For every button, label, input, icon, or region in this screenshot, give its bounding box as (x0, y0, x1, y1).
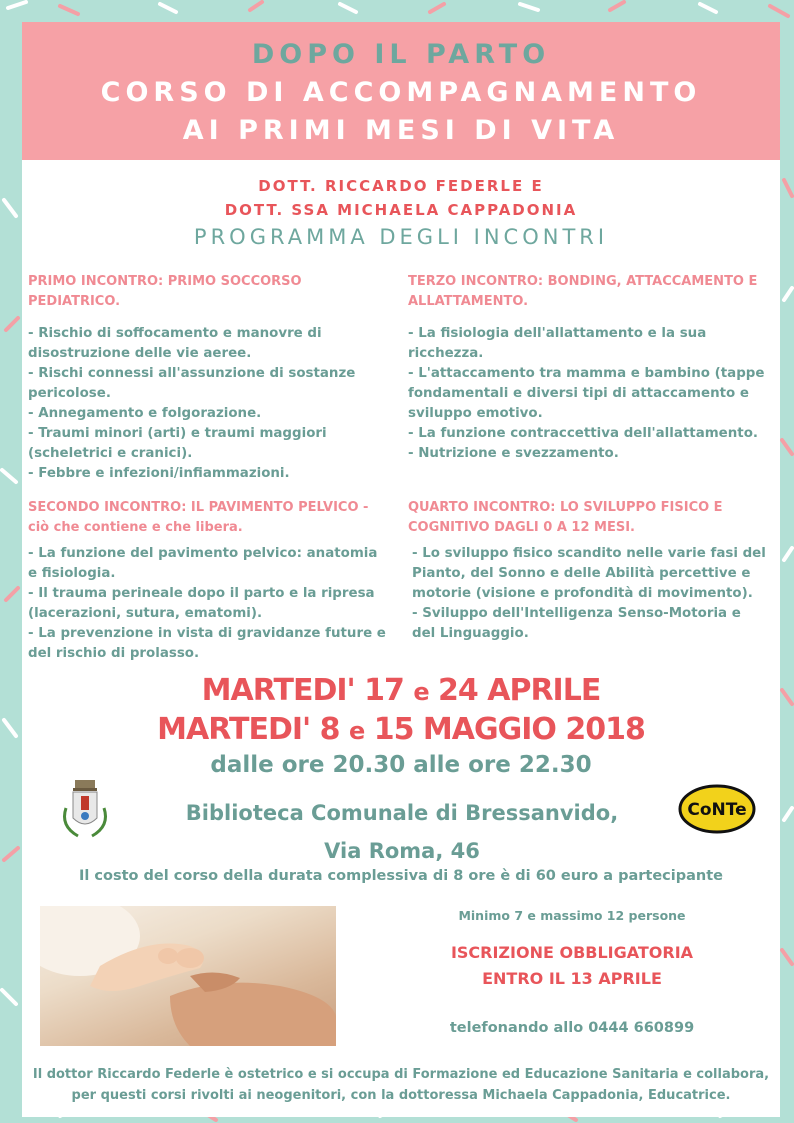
registration-block (382, 906, 762, 1036)
section-list (408, 324, 768, 464)
author-1: DOTT. RICCARDO FEDERLE E (258, 177, 544, 195)
dates-block (22, 672, 780, 750)
cost-text: Il costo del corso della durata complessiva di 8 ore è di 60 euro a partecipante (79, 868, 723, 884)
date-text: 24 APRILE (428, 673, 601, 708)
title-line-2: CORSO DI ACCOMPAGNAMENTO (100, 77, 702, 108)
section-title: QUARTO INCONTRO: LO SVILUPPO FISICO E COGNITIVO DAGLI 0 A 12 MESI. (408, 500, 723, 535)
date-text: 15 MAGGIO 2018 (364, 712, 645, 747)
list-item: - Traumi minori (arti) e traumi maggiori (scheletrici e cranici). (28, 426, 327, 461)
baby-hand-photo (40, 906, 336, 1046)
title-banner (22, 22, 780, 160)
date-conjunction: e (348, 717, 365, 745)
section-quarto (408, 498, 768, 644)
section-title: PRIMO INCONTRO: PRIMO SOCCORSO PEDIATRICO. (28, 274, 302, 309)
list-item: - Il trauma perineale dopo il parto e la ripresa (lacerazioni, sutura, ematomi). (28, 586, 375, 621)
logo-text: CoNTe (687, 800, 747, 820)
list-item: - Sviluppo dell'Intelligenza Senso-Motoria e del Linguaggio. (412, 606, 741, 641)
list-item: - La funzione contraccettiva dell'allattamento. (408, 426, 758, 441)
section-title: TERZO INCONTRO: BONDING, ATTACCAMENTO E ALLATTAMENTO. (408, 274, 758, 309)
section-terzo (408, 272, 768, 464)
section-title: SECONDO INCONTRO: IL PAVIMENTO PELVICO - ciò che contiene e che libera. (28, 500, 369, 535)
section-list (408, 544, 768, 644)
place-line-1: Biblioteca Comunale di Bressanvido, (185, 801, 619, 825)
baby-hand-image (40, 906, 336, 1046)
section-secondo (28, 498, 388, 664)
title-line-1: DOPO IL PARTO (251, 39, 551, 70)
author-2: DOTT. SSA MICHAELA CAPPADONIA (224, 201, 578, 219)
authors-block (22, 174, 780, 252)
dates-line-2 (22, 711, 780, 750)
date-text: MARTEDI' 8 (157, 712, 349, 747)
footer-line-1: Il dottor Riccardo Federle è ostetrico e si occupa di Formazione ed Educazione Sanitaria e collabora, (32, 1067, 770, 1082)
list-item: - Febbre e infezioni/infiammazioni. (28, 466, 290, 481)
list-item: - Rischio di soffocamento e manovre di disostruzione delle vie aeree. (28, 326, 322, 361)
registration-line-1: ISCRIZIONE OBBLIGATORIA (450, 943, 694, 962)
list-item: - Rischi connessi all'assunzione di sostanze pericolose. (28, 366, 356, 401)
section-list (28, 324, 388, 484)
title-line-3: AI PRIMI MESI DI VITA (182, 115, 620, 146)
list-item: - La prevenzione in vista di gravidanze future e del rischio di prolasso. (28, 626, 386, 661)
footer-line-2: per questi corsi rivolti ai neogenitori, con la dottoressa Michaela Cappadonia, Educatrice. (71, 1088, 731, 1103)
dates-line-1 (22, 672, 780, 711)
registration-line-2: ENTRO IL 13 APRILE (482, 969, 662, 988)
conte-logo-icon (678, 784, 756, 834)
footer-text (22, 1064, 780, 1106)
municipal-crest-icon (58, 778, 112, 846)
registration-text (382, 940, 762, 992)
date-text: MARTEDI' 17 (201, 673, 414, 708)
phone-text: telefonando allo 0444 660899 (449, 1020, 695, 1036)
section-primo (28, 272, 388, 484)
poster-sheet (22, 22, 780, 1117)
place-line-2: Via Roma, 46 (324, 839, 480, 863)
hours-text: dalle ore 20.30 alle ore 22.30 (210, 752, 592, 778)
list-item: - Lo sviluppo fisico scandito nelle varie fasi del Pianto, del Sonno e delle Abilità percettive e motorie (visione e profondità di movimento). (412, 546, 766, 601)
program-heading: PROGRAMMA DEGLI INCONTRI (193, 225, 609, 249)
min-max-text: Minimo 7 e massimo 12 persone (458, 908, 686, 923)
section-list (28, 544, 388, 664)
date-conjunction: e (413, 678, 429, 706)
list-item: - La funzione del pavimento pelvico: anatomia e fisiologia. (28, 546, 378, 581)
list-item: - La fisiologia dell'allattamento e la sua ricchezza. (408, 326, 707, 361)
list-item: - Annegamento e folgorazione. (28, 406, 262, 421)
list-item: - L'attaccamento tra mamma e bambino (tappe fondamentali e diversi tipi di attaccamento e sviluppo emotivo. (408, 366, 765, 421)
place-block (142, 794, 662, 870)
list-item: - Nutrizione e svezzamento. (408, 446, 619, 461)
